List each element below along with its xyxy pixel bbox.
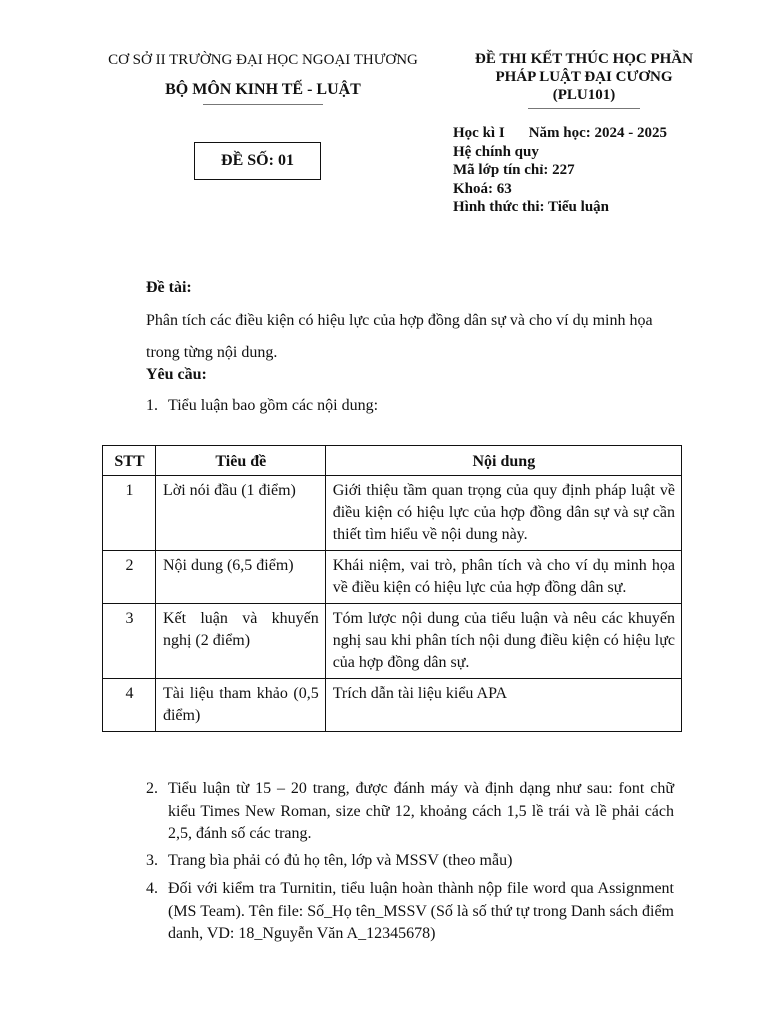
column-header-stt: STT [103,446,156,476]
requirement-item-4 [146,878,674,946]
table-header-row [103,446,682,476]
requirement-item-number: 4. [146,880,158,897]
table-cell-title: Tài liệu tham khảo (0,5 điểm) [155,679,325,732]
requirement-item-text: Tiểu luận bao gồm các nội dung: [168,397,379,414]
requirement-item-number: 1. [146,397,158,414]
requirement-item-3 [146,850,674,873]
table-row [103,551,682,604]
requirement-item-text: Trang bìa phải có đủ họ tên, lớp và MSSV (theo mẫu) [168,852,513,869]
exam-info [453,124,667,217]
table-cell-content: Trích dẫn tài liệu kiểu APA [325,679,681,732]
exam-title-line1: ĐỀ THI KẾT THÚC HỌC PHẦN [475,51,693,67]
requirement-item-number: 2. [146,780,158,797]
column-header-title: Tiêu đề [155,446,325,476]
topic-label: Đề tài: [146,279,192,296]
school-name: CƠ SỞ II TRƯỜNG ĐẠI HỌC NGOẠI THƯƠNG [108,52,418,68]
semester-year-line [453,124,667,143]
study-system: Hệ chính quy [453,143,539,160]
semester: Học kì I [453,125,505,141]
table-cell-content: Khái niệm, vai trò, phân tích và cho ví dụ minh họa về điều kiện có hiệu lực của hợp đồng dân sự. [325,551,681,604]
table-row [103,476,682,551]
exam-number: ĐỀ SỐ: 01 [221,152,294,169]
exam-title-line2: PHÁP LUẬT ĐẠI CƯƠNG [495,69,673,85]
table-cell-title: Nội dung (6,5 điểm) [155,551,325,604]
essay-content-table [102,445,682,732]
table-cell-stt: 3 [103,604,156,679]
requirement-item-text: Đối với kiểm tra Turnitin, tiểu luận hoàn thành nộp file word qua Assignment (MS Team). Tên file: Số_Họ tên_MSSV (Số là số thứ tự trong Danh sách điểm danh, VD: 18_Nguyễn Văn A_12345678) [168,880,674,942]
table-cell-stt: 4 [103,679,156,732]
academic-year: Năm học: 2024 - 2025 [528,125,668,141]
department-name: BỘ MÔN KINH TẾ - LUẬT [165,81,361,98]
cohort: Khoá: 63 [453,180,512,197]
table-cell-title: Lời nói đầu (1 điểm) [155,476,325,551]
header-right-divider [528,108,640,109]
requirement-item-text: Tiểu luận từ 15 – 20 trang, được đánh máy và định dạng như sau: font chữ kiểu Times New Roman, size chữ 12, khoảng cách 1,5 lề trái và lề phải cách 2,5, đánh số các trang. [168,780,674,842]
header-left [80,50,446,105]
table-cell-stt: 1 [103,476,156,551]
table-cell-title: Kết luận và khuyến nghị (2 điểm) [155,604,325,679]
requirements-label: Yêu cầu: [146,366,207,383]
exam-format: Hình thức thi: Tiểu luận [453,199,609,216]
table-cell-stt: 2 [103,551,156,604]
exam-number-box [194,142,321,180]
header-right [452,50,716,109]
table-row [103,679,682,732]
requirement-item-number: 3. [146,852,158,869]
header-left-divider [203,104,323,105]
requirement-item-1 [146,395,674,418]
topic-text: Phân tích các điều kiện có hiệu lực của hợp đồng dân sự và cho ví dụ minh họa trong từng nội dung. [146,312,653,361]
requirement-item-2 [146,778,674,846]
table-row [103,604,682,679]
class-code: Mã lớp tín chỉ: 227 [453,162,575,179]
table-cell-content: Giới thiệu tầm quan trọng của quy định pháp luật về điều kiện có hiệu lực của hợp đồng dân sự và sự cần thiết tìm hiểu về nội dung này. [325,476,681,551]
exam-title-line3: (PLU101) [552,87,616,103]
table-cell-content: Tóm lược nội dung của tiểu luận và nêu các khuyến nghị sau khi phân tích nội dung điều kiện có hiệu lực của hợp đồng dân sự. [325,604,681,679]
column-header-content: Nội dung [325,446,681,476]
exam-title [452,50,716,104]
